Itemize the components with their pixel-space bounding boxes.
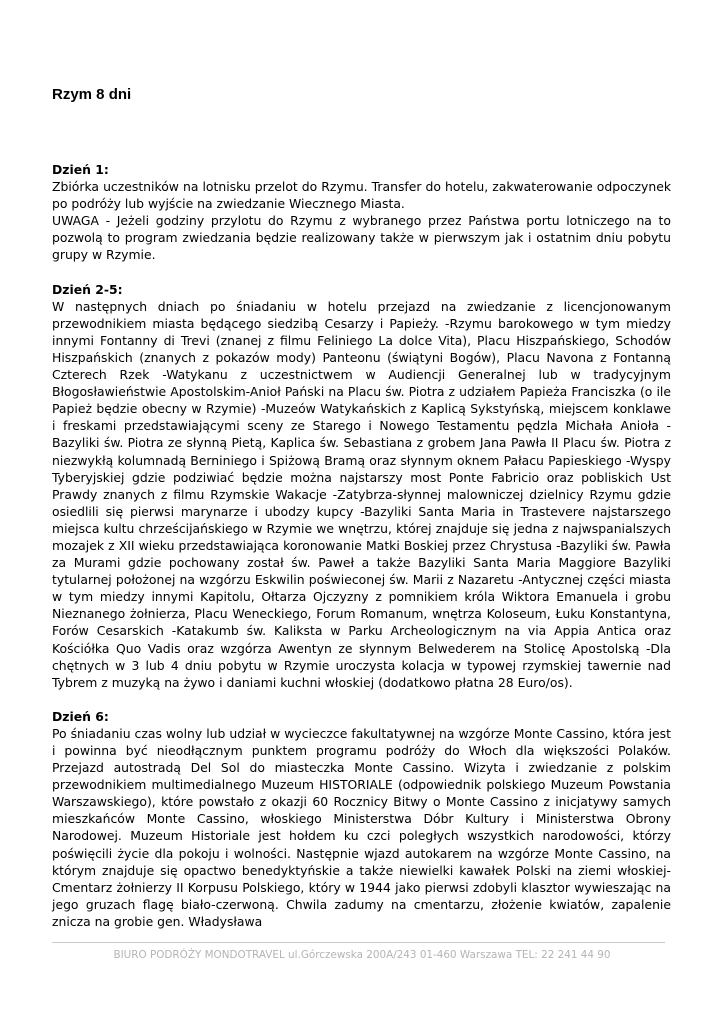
page-footer: BIURO PODRÓŻY MONDOTRAVEL ul.Górczewska 200A/243 01-460 Warszawa TEL: 22 241 44 90 [113,949,611,961]
section-heading: Dzień 6: [52,708,109,724]
section-day-2-5 [52,281,671,691]
footer-divider [52,942,665,943]
paragraph: UWAGA - Jeżeli godziny przylotu do Rzymu z wybranego przez Państwa portu lotniczego na to pozwolą to program zwiedzania będzie realizowany także w pierwszym jak i ostatnim dniu pobytu grupy w Rzymie. [52,213,671,263]
paragraph: Po śniadaniu czas wolny lub udział w wycieczce fakultatywnej na wzgórze Monte Cassino, która jest i powinna być nieodłącznym punktem programu podróży do Włoch dla większości Polaków. Przejazd autostradą Del Sol do miasteczka Monte Cassino. Wizyta i zwiedzanie z polskim przewodnikiem multimedialnego Muzeum HISTORIALE (odpowiednik polskiego Muzeum Powstania Warszawskiego), które powstało z okazji 60 Rocznicy Bitwy o Monte Cassino z inicjatywy samych mieszkańców Monte Cassino, włoskiego Ministerstwa Dóbr Kultury i Ministerstwa Obrony Narodowej. Muzeum Historiale jest hołdem ku czci poległych wszystkich narodowości, którzy poświęcili życie dla pokoju i wolności. Następnie wjazd autokarem na wzgórze Monte Cassino, na którym znajduje się opactwo benedyktyńskie a także niewielki kawałek Polski na ziemi włoskiej- Cmentarz żołnierzy II Korpusu Polskiego, który w 1944 jako pierwsi zdobyli klasztor wywieszając na jego gruzach flagę biało-czerwoną. Chwila zadumy na cmentarzu, złożenie kwiatów, zapalenie znicza na grobie gen. Władysława [52,725,671,929]
section-day-6 [52,708,671,930]
section-day-1 [52,161,671,264]
section-heading: Dzień 1: [52,162,109,177]
paragraph: Zbiórka uczestników na lotnisku przelot do Rzymu. Transfer do hotelu, zakwaterowanie odpoczynek po podróży lub wyjście na zwiedzanie Wiecznego Miasta. [52,179,671,212]
section-heading: Dzień 2-5: [52,281,123,297]
document-title: Rzym 8 dni [52,86,132,103]
document-body [52,161,671,947]
paragraph: W następnych dniach po śniadaniu w hotelu przejazd na zwiedzanie z licencjonowanym przewodnikiem miasta będącego siedzibą Cesarzy i Papieży. -Rzymu barokowego w tym miedzy innymi Fontanny di Trevi (znanej z filmu Feliniego La dolce Vita), Placu Hiszpańskiego, Schodów Hiszpańskich (znanych z pokazów mody) Panteonu (świątyni Bogów), Placu Navona z Fontanną Czterech Rzek -Watykanu z uczestnictwem w Audiencji Generalnej lub w tradycyjnym Błogosławieństwie Apostolskim-Anioł Pański na Placu św. Piotra z udziałem Papieża Franciszka (o ile Papież będzie obecny w Rzymie) -Muzeów Watykańskich z Kaplicą Sykstyńską, miejscem konklawe i freskami przedstawiającymi sceny ze Starego i Nowego Testamentu pędzla Michała Anioła -Bazyliki św. Piotra ze słynną Pietą, Kaplica św. Sebastiana z grobem Jana Pawła II Placu św. Piotra z niezwykłą kolumnadą Berniniego i Spiżową Bramą oraz słynnym oknem Pałacu Papieskiego -Wyspy Tyberyjskiej gdzie podziwiać będzie można najstarszy most Ponte Fabricio oraz pobliskich Ust Prawdy znanych z filmu Rzymskie Wakacje -Zatybrza-słynnej malowniczej dzielnicy Rzymu gdzie osiedlili się pierwsi marynarze i ubodzy kupcy -Bazyliki Santa Maria in Trastevere najstarszego miejsca kultu chrześcijańskiego w Rzymie we wnętrzu, której znajduje się jedna z najwspanialszych mozajek z XII wieku przedstawiająca koronowanie Matki Boskiej przez Chrystusa -Bazyliki św. Pawła za Murami gdzie pochowany został św. Paweł a także Bazyliki Santa Maria Maggiore Bazyliki tytularnej położonej na wzgórzu Eskwilin poświeconej św. Marii z Nazaretu -Antycznej części miasta w tym miedzy innymi Kapitolu, Ołtarza Ojczyzny z pomnikiem króla Wiktora Emanuela i grobu Nieznanego żołnierza, Placu Weneckiego, Forum Romanum, wnętrza Koloseum, Łuku Konstantyna, Forów Cesarskich -Katakumb św. Kaliksta w Parku Archeologicznym na via Appia Antica oraz Kościółka Quo Vadis oraz wzgórza Awentyn ze słynnym Belwederem na Stolicę Apostolską -Dla chętnych w 3 lub 4 dniu pobytu w Rzymie uroczysta kolacja w typowej rzymskiej tawernie nad Tybrem z muzyką na żywo i daniami kuchni włoskiej (dodatkowo płatna 28 Euro/os). [52,298,671,690]
